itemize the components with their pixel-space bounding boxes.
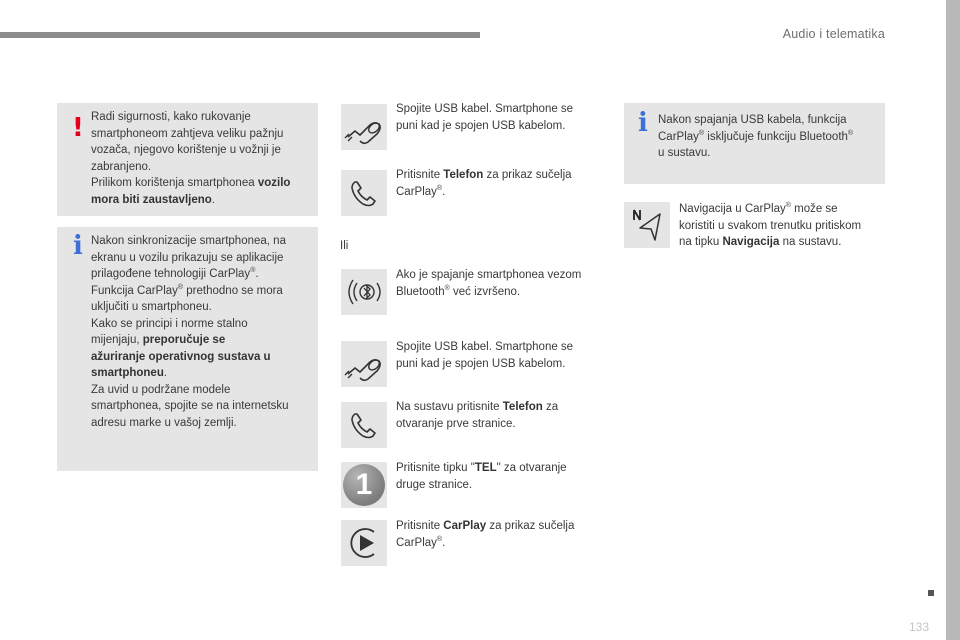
sync-info-box bbox=[57, 227, 318, 471]
sync-line bbox=[91, 349, 313, 366]
step-text: Bluetooth bbox=[396, 285, 445, 298]
sync-line bbox=[91, 332, 313, 349]
step-emphasis: TEL bbox=[474, 462, 497, 474]
registered-mark: ® bbox=[847, 129, 854, 137]
sync-line: Kako se principi i norme stalno bbox=[91, 317, 248, 330]
registered-mark: ® bbox=[444, 284, 450, 292]
step-line: Spojite USB kabel. Smartphone se bbox=[396, 103, 574, 115]
nav-text: na sustavu. bbox=[779, 236, 842, 248]
step-carplay-text bbox=[396, 518, 616, 551]
safety-line: vozača, njegovo korištenje u vožnji je bbox=[91, 144, 281, 156]
step-line: Ako je spajanje smartphonea vezom bbox=[396, 269, 582, 281]
registered-mark: ® bbox=[250, 267, 256, 275]
safety-line bbox=[91, 175, 313, 192]
safety-warning-text bbox=[91, 109, 313, 208]
step-text: " za otvaranje bbox=[496, 462, 567, 474]
step-number-badge bbox=[341, 462, 387, 508]
nav-text: na tipku bbox=[679, 236, 723, 248]
step-text: Pritisnite bbox=[396, 169, 444, 181]
step-text: . bbox=[442, 536, 446, 549]
sync-emphasis: ažuriranje operativnog sustava u bbox=[91, 350, 271, 363]
sync-text: mijenjaju, bbox=[91, 334, 143, 346]
step-line bbox=[396, 399, 616, 416]
step-tel-text bbox=[396, 460, 616, 493]
sync-line: adresu marke u vašoj zemlji. bbox=[91, 416, 237, 429]
telephone-icon bbox=[341, 170, 387, 216]
step-usb-text bbox=[396, 101, 606, 134]
step-text: CarPlay bbox=[396, 536, 437, 549]
step-emphasis: Telefon bbox=[502, 401, 543, 413]
step-text: Pritisnite bbox=[396, 520, 444, 532]
step-emphasis: CarPlay bbox=[443, 520, 487, 532]
safety-line: smartphoneom zahtjeva veliku pažnju bbox=[91, 127, 284, 140]
step-text: već izvršeno. bbox=[449, 285, 521, 298]
step-line bbox=[396, 184, 616, 201]
step-text: za bbox=[542, 401, 559, 413]
sync-text: prethodno se mora bbox=[183, 284, 283, 297]
sync-text: Funkcija CarPlay bbox=[91, 284, 178, 297]
step-emphasis: Telefon bbox=[443, 169, 484, 181]
step-text: CarPlay bbox=[396, 185, 437, 198]
navigation-text bbox=[679, 201, 894, 251]
safety-line: Radi sigurnosti, kako rukovanje bbox=[91, 111, 251, 123]
usb-cable-icon bbox=[341, 104, 387, 150]
nav-emphasis: Navigacija bbox=[722, 236, 780, 248]
step-sustav-telefon-text bbox=[396, 399, 616, 432]
info-line: Nakon spajanja USB kabela, funkcija bbox=[658, 114, 847, 126]
bluetooth-icon bbox=[341, 269, 387, 315]
sync-line: Nakon sinkronizacije smartphonea, na bbox=[91, 235, 286, 247]
step-line bbox=[396, 167, 616, 184]
safety-line bbox=[91, 192, 313, 209]
sync-line bbox=[91, 266, 313, 283]
page-number: 133 bbox=[909, 620, 930, 634]
info-text: isključuje funkciju Bluetooth bbox=[704, 130, 848, 143]
info-icon: i bbox=[73, 231, 83, 261]
sync-info-text bbox=[91, 233, 313, 431]
safety-warning-box bbox=[57, 103, 318, 216]
step-line bbox=[396, 535, 616, 552]
registered-mark: ® bbox=[436, 184, 443, 192]
step-bluetooth-text bbox=[396, 267, 616, 300]
carplay-icon bbox=[341, 520, 387, 566]
registered-mark: ® bbox=[177, 283, 184, 291]
step-line: Spojite USB kabel. Smartphone se bbox=[396, 341, 574, 353]
nav-line bbox=[679, 234, 894, 251]
sync-text: . bbox=[255, 268, 259, 280]
registered-mark: ® bbox=[436, 535, 443, 543]
sync-emphasis: preporučuje se bbox=[142, 334, 226, 346]
navigation-icon bbox=[624, 202, 670, 248]
nav-line: koristiti u svakom trenutku pritiskom bbox=[679, 219, 862, 232]
safety-emphasis: mora biti zaustavljeno bbox=[91, 193, 212, 206]
info-line: u sustavu. bbox=[658, 147, 711, 159]
sync-line bbox=[91, 283, 313, 300]
or-label: Ili bbox=[340, 240, 349, 252]
step-line bbox=[396, 518, 616, 535]
step-line: puni kad je spojen USB kabelom. bbox=[396, 357, 566, 370]
sync-line bbox=[91, 365, 313, 382]
registered-mark: ® bbox=[698, 129, 705, 137]
step-line: otvaranje prve stranice. bbox=[396, 417, 516, 430]
step-text: Pritisnite tipku " bbox=[396, 462, 475, 474]
step-usb-text bbox=[396, 339, 606, 372]
safety-line: zabranjeno. bbox=[91, 160, 152, 173]
step-text: . bbox=[442, 185, 446, 198]
step-text: za prikaz sučelja bbox=[483, 169, 572, 181]
info-text: CarPlay bbox=[658, 130, 699, 143]
sync-text: prilagođene tehnologiji CarPlay bbox=[91, 268, 251, 280]
sync-emphasis: smartphoneu bbox=[91, 367, 164, 379]
end-marker bbox=[928, 590, 934, 596]
page-edge-strip bbox=[946, 0, 960, 640]
step-text: Na sustavu pritisnite bbox=[396, 401, 503, 413]
step-line: druge stranice. bbox=[396, 478, 473, 491]
nav-text: može se bbox=[790, 203, 838, 215]
step-text: za prikaz sučelja bbox=[486, 520, 575, 532]
bluetooth-info-box bbox=[624, 103, 885, 184]
step-number: 1 bbox=[343, 464, 385, 506]
header-rule bbox=[0, 32, 480, 38]
sync-line: uključiti u smartphoneu. bbox=[91, 301, 212, 313]
step-line bbox=[396, 284, 616, 301]
sync-text: . bbox=[163, 367, 168, 379]
step-telefon-text bbox=[396, 167, 616, 200]
bluetooth-info-text bbox=[658, 112, 880, 162]
nav-text: Navigacija u CarPlay bbox=[679, 203, 786, 215]
safety-text: Prilikom korištenja smartphonea bbox=[91, 177, 258, 189]
info-icon: i bbox=[638, 108, 648, 138]
sync-line: Za uvid u podržane modele bbox=[91, 383, 231, 396]
usb-cable-icon bbox=[341, 341, 387, 387]
registered-mark: ® bbox=[785, 202, 791, 210]
nav-line bbox=[679, 201, 894, 218]
step-line: puni kad je spojen USB kabelom. bbox=[396, 119, 566, 132]
info-line bbox=[658, 129, 880, 146]
section-title: Audio i telematika bbox=[782, 27, 885, 41]
sync-line: smartphonea, spojite se na internetsku bbox=[91, 400, 289, 412]
exclamation-icon: ! bbox=[72, 113, 84, 143]
telephone-icon bbox=[341, 402, 387, 448]
sync-line: ekranu u vozilu prikazuju se aplikacije bbox=[91, 251, 284, 264]
step-line bbox=[396, 460, 616, 477]
safety-text: . bbox=[211, 193, 215, 206]
safety-emphasis: vozilo bbox=[257, 177, 291, 189]
